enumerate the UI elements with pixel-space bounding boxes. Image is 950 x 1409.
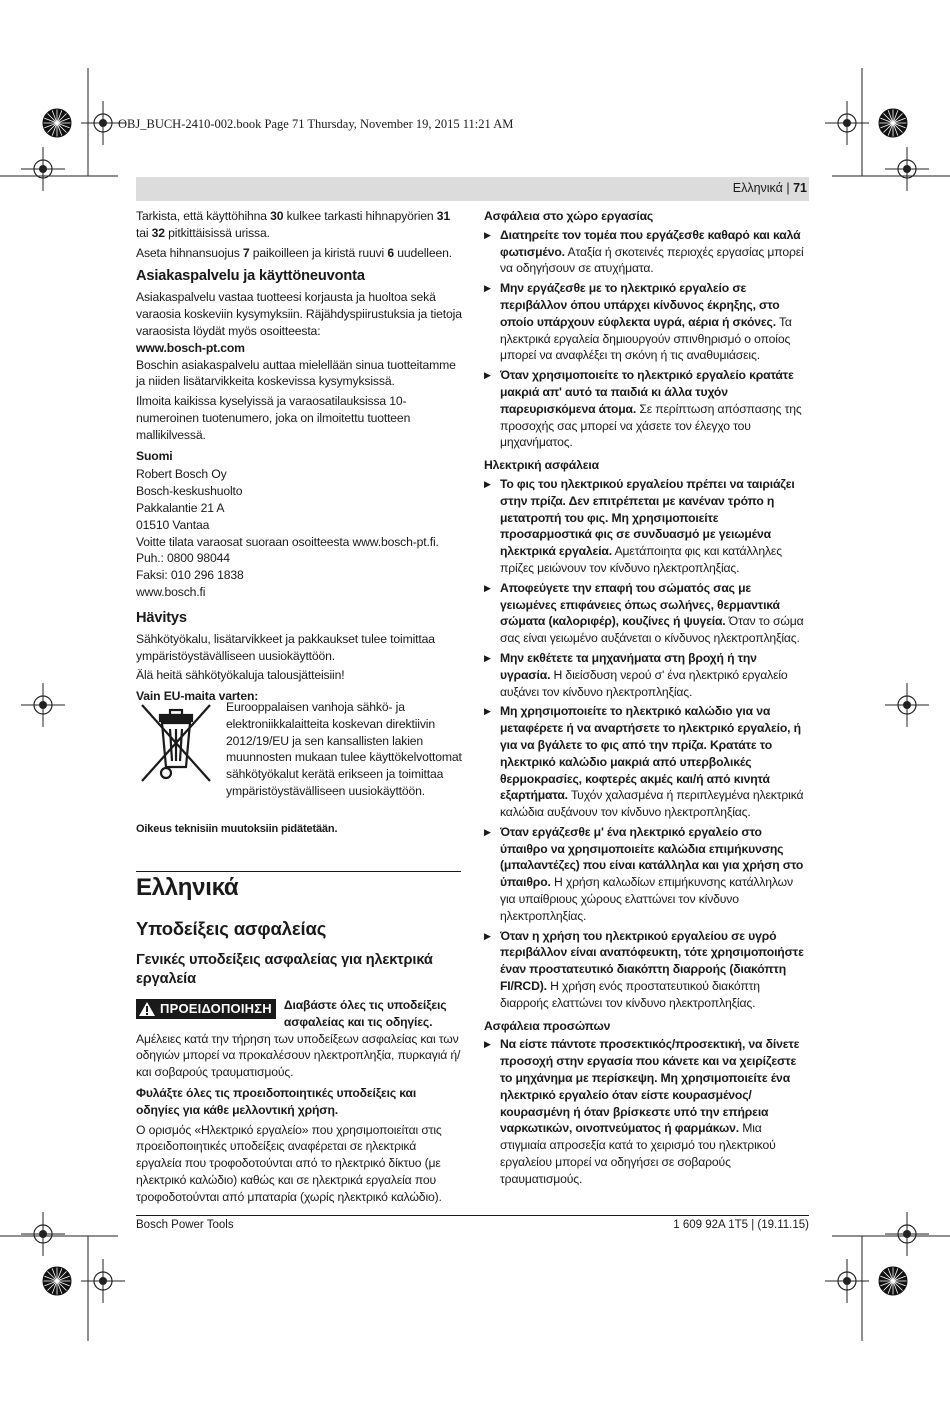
language-title: Ελληνικά [136, 874, 239, 901]
personal-safety-list [484, 1036, 810, 1187]
disposal-text-2: Älä heitä sähkötyökaluja talousjätteisiin! [136, 668, 345, 683]
eu-only-label: Vain EU-maita varten: [136, 689, 259, 704]
list-item: ▶ Όταν χρησιμοποιείτε το ηλεκτρικό εργαλείο κρατάτε μακριά απ' αυτό τα παιδιά κι άλλα τυχόν παρευρισκόμενα άτομα. Σε περίπτωση απόσπασης της προσοχής σας μπορεί να χάσετε τον έλεγχο του μηχανήματος. [484, 367, 810, 451]
warning-paragraph: ΠΡΟΕΙΔΟΠΟΙΗΣΗ Διαβάστε όλες τις υποδείξεις ασφαλείας και τις οδηγίες. Αμέλειες κατά την τήρηση των υποδείξεων ασφαλείας και των οδηγιών μπορεί να προκαλέσουν ηλεκτροπληξία, πυρκαγιά ή/και σοβαρούς τραυματισμούς. [136, 998, 461, 1080]
address-block: Robert Bosch Oy Bosch-keskushuolto Pakkalantie 21 A 01510 Vantaa Voitte tilata varaosat suoraan osoitteesta www.bosch-pt.fi. Puh.: 0800 98044 Faksi: 010 296 1838 www.bosch.fi [136, 467, 439, 599]
header-separator: | [786, 181, 790, 195]
service-url: www.bosch-pt.com [136, 340, 245, 355]
keep-instructions: Φυλάξτε όλες τις προειδοποιητικές υποδείξεις και οδηγίες για κάθε μελλοντική χρήση. [136, 1085, 417, 1117]
greek-intro [136, 874, 462, 1209]
warning-triangle-icon [138, 1001, 156, 1017]
belt-guard-text: Aseta hihnansuojus 7 paikoilleen ja kiristä ruuvi 6 uudelleen. [136, 245, 452, 260]
right-column [484, 208, 810, 1191]
service-heading: Asiakaspalvelu ja käyttöneuvonta [136, 268, 365, 285]
list-item: ▶ Μην εργάζεσθε με το ηλεκτρικό εργαλείο σε περιβάλλον όπου υπάρχει κίνδυνος έκρηξης, στο οποίο υπάρχουν εύφλεκτα υγρά, αέρια ή σκόνες. Τα ηλεκτρικά εργαλεία δημιουργούν σπινθηρισμό ο οποίος μπορεί να αναφλέξει τη σκόνη ή τις αναθυμιάσεις. [484, 280, 810, 364]
footer-rule [136, 1215, 809, 1216]
header-section: Ελληνικά [732, 181, 783, 195]
list-item: ▶ Να είστε πάντοτε προσεκτικός/προσεκτική, να δίνετε προσοχή στην εργασία που κάνετε και να χειρίζεστε το μηχάνημα με περίσκεψη. Μη χρησιμοποιείτε ένα ηλεκτρικό εργαλείο όταν είστε κουρασμένος/κουρασμένη ή όταν βρίσκεστε υπό την επήρεια ναρκωτικών, οινοπνεύματος ή φαρμάκων. Μια στιγμιαία απροσεξία κατά το χειρισμό του ηλεκτρικού εργαλείου μπορεί να οδηγήσει σε σοβαρούς τραυματισμούς. [484, 1036, 810, 1187]
general-safety-title: Γενικές υποδείξεις ασφαλείας για ηλεκτρικά εργαλεία [136, 952, 433, 987]
page-number: 71 [793, 181, 807, 195]
left-column [136, 208, 462, 707]
work-area-list [484, 227, 810, 451]
list-item: ▶ Μην εκθέτετε τα μηχανήματα στη βροχή ή την υγρασία. Η διείσδυση νερού σ' ένα ηλεκτρικό εργαλείο αυξάνει τον κίνδυνο ηλεκτροπληξίας. [484, 650, 810, 700]
disposal-text-1: Sähkötyökalu, lisätarvikkeet ja pakkaukset tulee toimittaa ympäristöystävälliseen uusiokäyttöön. [136, 631, 435, 663]
electrical-safety-heading: Ηλεκτρική ασφάλεια [484, 458, 599, 473]
header-bar [136, 177, 809, 201]
section-divider [136, 871, 461, 872]
list-item: ▶ Αποφεύγετε την επαφή του σώματός σας με γειωμένες επιφάνειες όπως σωλήνες, θερμαντικά σώματα (καλοριφέρ), κουζίνες ή ψυγεία. Όταν το σώμα σας είναι γειωμένο αυξάνεται ο κίνδυνος ηλεκτροπληξίας. [484, 580, 810, 647]
list-item: ▶ Όταν εργάζεσθε μ' ένα ηλεκτρικό εργαλείο στο ύπαιθρο να χρησιμοποιείτε καλώδια επιμήκυνσης (μπαλαντέζες) που είναι κατάλληλα και για χρήση στο ύπαιθρο. Η χρήση καλωδίων επιμήκυνσης κατάλληλων για υπαίθριους χώρους ελαττώνει τον κίνδυνο ηλεκτροπληξίας. [484, 824, 810, 925]
weee-bin-icon [136, 701, 216, 787]
belt-check-text: Tarkista, että käyttöhihna 30 kulkee tarkasti hihnapyörien 31 tai 32 pitkittäisissä urissa. [136, 209, 451, 240]
term-definition: Ο ορισμός «Ηλεκτρικό εργαλείο» που χρησιμοποιείται στις προειδοποιητικές υποδείξεις αναφέρεται σε ηλεκτρικά εργαλεία που τροφοδοτούνται από το ηλεκτρικό δίκτυο (με ηλεκτρικό καλώδιο) καθώς και σε ηλεκτρικά εργαλεία που τροφοδοτούνται από μπαταρία (χωρίς ηλεκτρικό καλώδιο). [136, 1122, 442, 1204]
eu-directive-text: Eurooppalaisen vanhoja sähkö- ja elektroniikkalaitteita koskevan direktiivin 2012/19/EU ja sen kansallisten lakien muunnosten mukaan tulee käyttökelvottomat sähkötyökalut kerätä erikseen ja toimittaa ympäristöystävälliseen uusiokäyttöön. [226, 700, 462, 798]
rights-note: Oikeus teknisiin muutoksiin pidätetään. [136, 823, 338, 835]
running-header [733, 181, 807, 195]
footer-docnum: 1 609 92A 1T5 | (19.11.15) [673, 1219, 809, 1231]
service-text-3: Ilmoita kaikissa kyselyissä ja varaosatilauksissa 10-numeroinen tuotenumero, joka on ilmoitettu tuotteen mallikilvessä. [136, 394, 411, 442]
work-area-heading: Ασφάλεια στο χώρο εργασίας [484, 209, 654, 223]
disposal-heading: Hävitys [136, 609, 187, 626]
footer-brand: Bosch Power Tools [136, 1219, 234, 1231]
warning-badge: ΠΡΟΕΙΔΟΠΟΙΗΣΗ [136, 999, 276, 1019]
country-heading: Suomi [136, 448, 173, 463]
safety-title: Υποδείξεις ασφαλείας [136, 918, 327, 939]
list-item: ▶ Όταν η χρήση του ηλεκτρικού εργαλείου σε υγρό περιβάλλον είναι αναπόφευκτη, τότε χρησιμοποιήστε έναν προστατευτικό διακόπτη διαρροής (διακόπτη FI/RCD). Η χρήση ενός προστατευτικού διακόπτη διαρροής ελαττώνει τον κίνδυνο ηλεκτροπληξίας. [484, 928, 810, 1012]
list-item: ▶ Μη χρησιμοποιείτε το ηλεκτρικό καλώδιο για να μεταφέρετε ή να αναρτήσετε το ηλεκτρικό εργαλείο, ή για να βγάλετε το φις από την πρίζα. Κρατάτε το ηλεκτρικό καλώδιο μακριά από υπερβολικές θερμοκρασίες, κοφτερές ακμές και/ή από κινητά εξαρτήματα. Τυχόν χαλασμένα ή περιπλεγμένα ηλεκτρικά καλώδια αυξάνουν τον κίνδυνο ηλεκτροπληξίας. [484, 703, 810, 821]
electrical-safety-list [484, 476, 810, 1012]
list-item: ▶ Το φις του ηλεκτρικού εργαλείου πρέπει να ταιριάζει στην πρίζα. Δεν επιτρέπεται με κανέναν τρόπο η μετατροπή του φις. Μη χρησιμοποιείτε προσαρμοστικά φις σε συνδυασμό με γειωμένα ηλεκτρικά εργαλεία. Αμετάποιητα φις και κατάλληλες πρίζες μειώνουν τον κίνδυνο ηλεκτροπληξίας. [484, 476, 810, 577]
service-text-1: Asiakaspalvelu vastaa tuotteesi korjausta ja huoltoa sekä varaosia koskeviin kysymyksiin. Räjähdyspiirustuksia ja tietoja varaosista löydät myös osoitteesta: www.bosch-pt.com Boschin asiakaspalvelu auttaa mielellään sinua tuotteitamme ja niiden lisätarvikkeita koskevissa kysymyksissä. [136, 290, 462, 389]
list-item: ▶ Διατηρείτε τον τομέα που εργάζεσθε καθαρό και καλά φωτισμένο. Αταξία ή σκοτεινές περιοχές εργασίας μπορεί να οδηγήσουν σε ατυχήματα. [484, 227, 810, 277]
print-slug: OBJ_BUCH-2410-002.book Page 71 Thursday, November 19, 2015 11:21 AM [118, 117, 514, 131]
personal-safety-heading: Ασφάλεια προσώπων [484, 1018, 611, 1033]
